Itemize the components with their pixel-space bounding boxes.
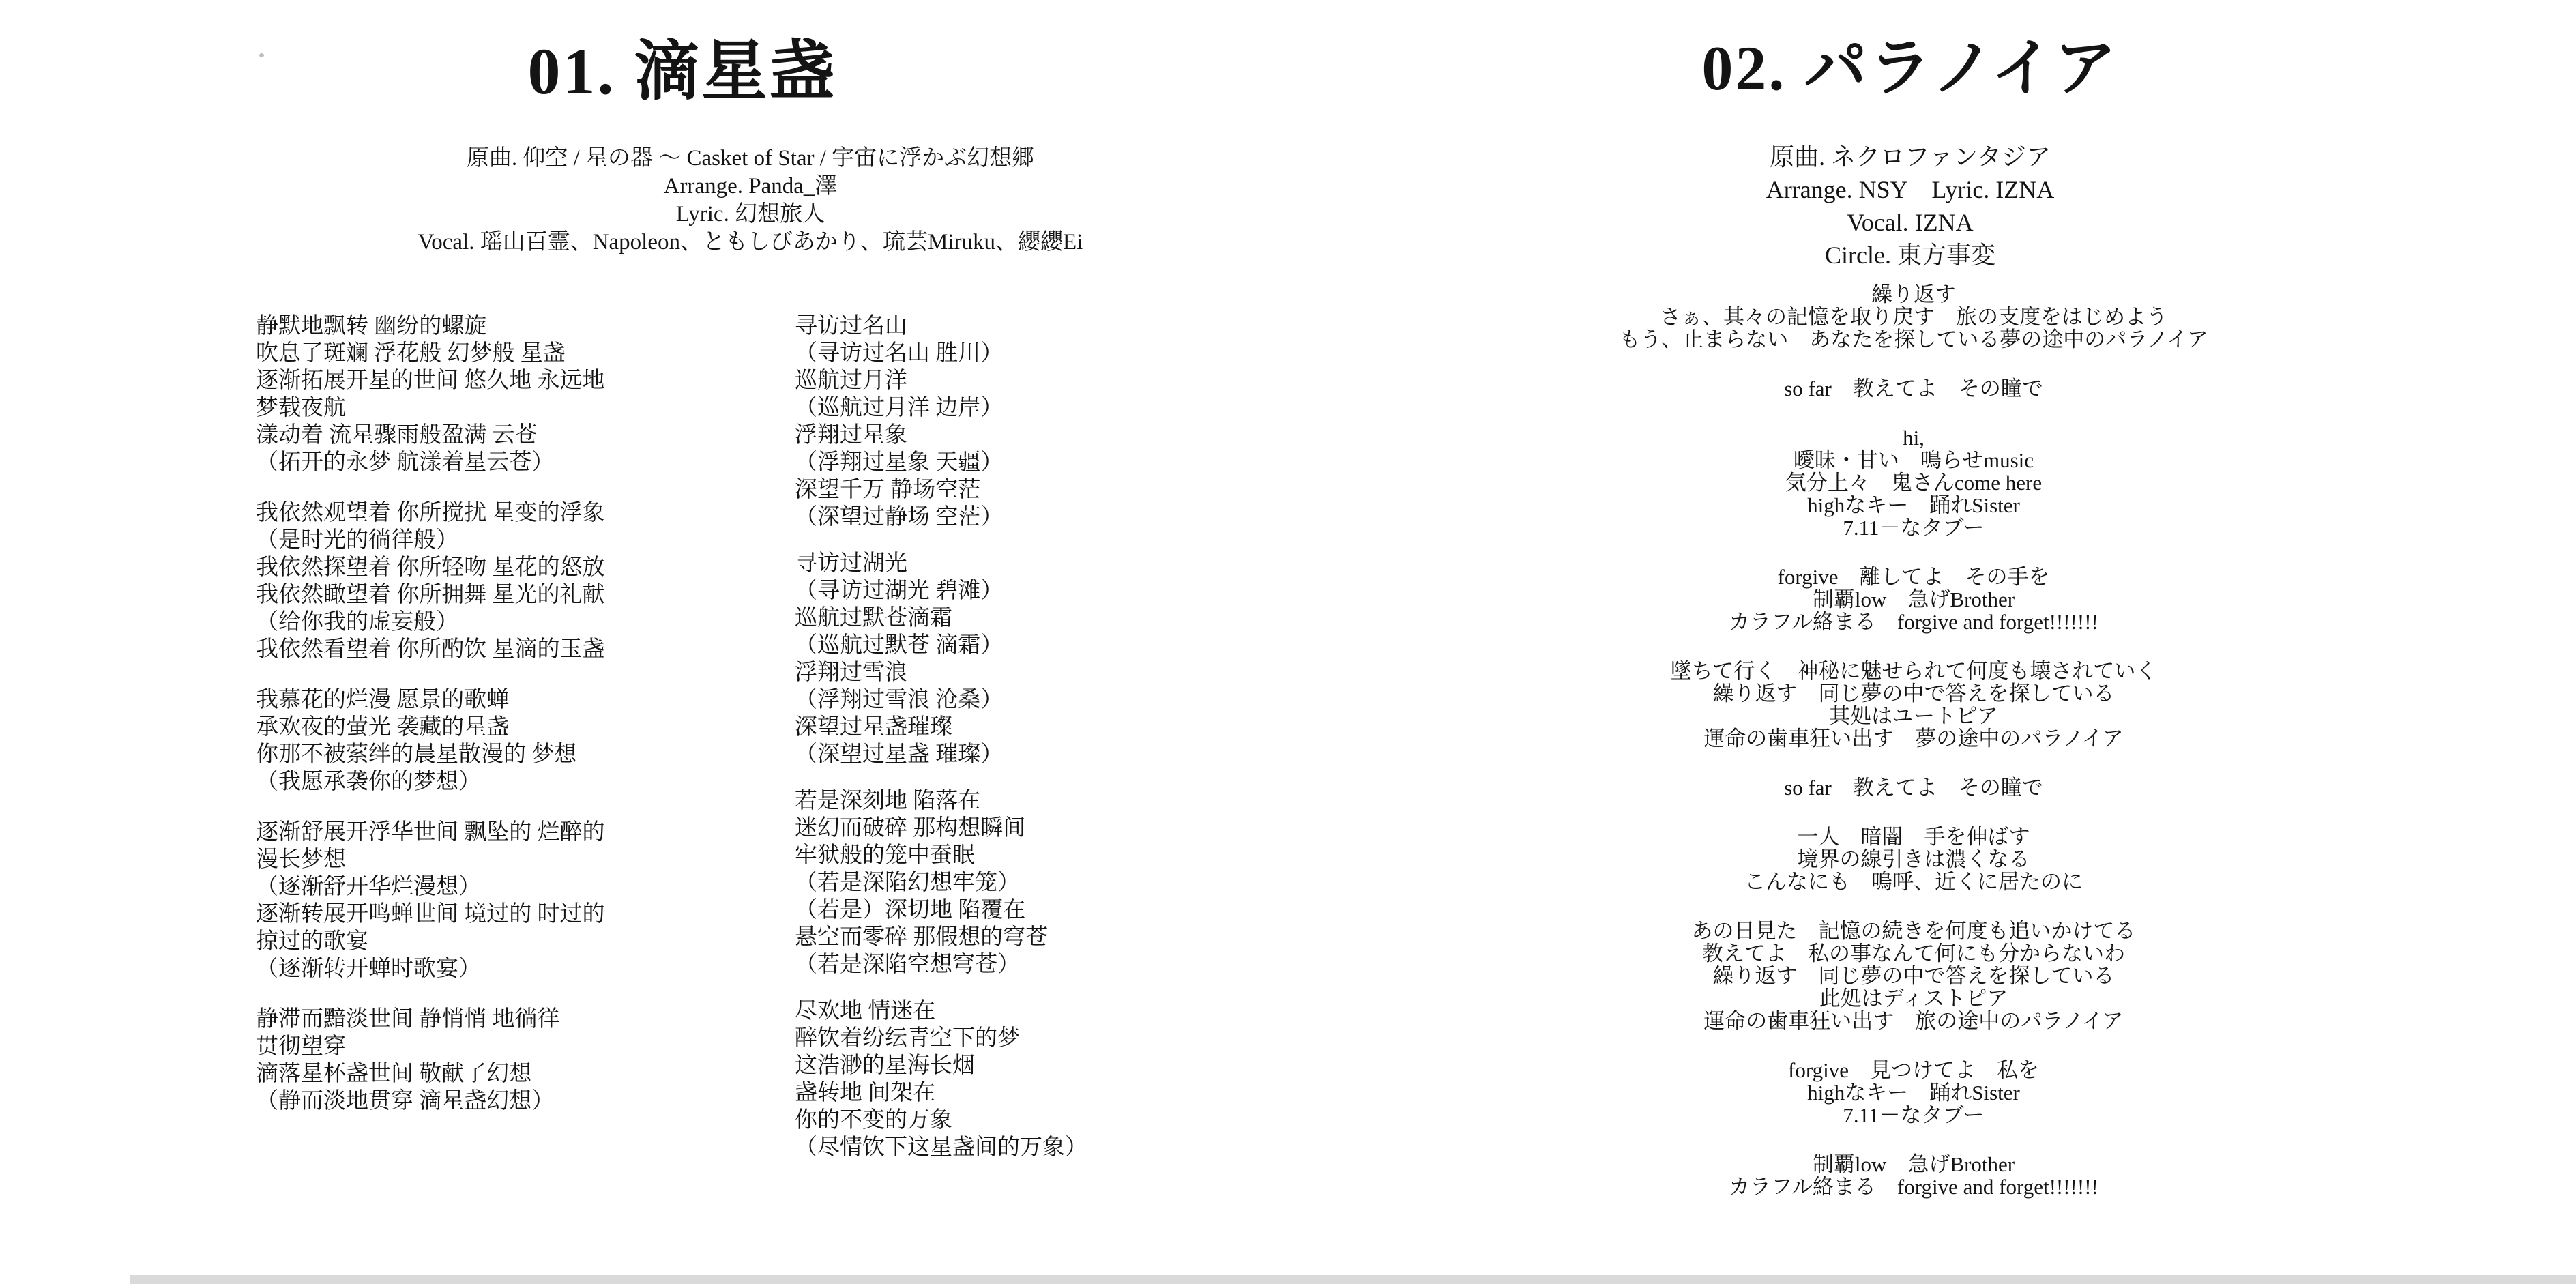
lyric-line: 繰り返す xyxy=(1871,282,1956,306)
lyric-line: （静而淡地贯穿 滴星盏幻想） xyxy=(256,1089,555,1113)
lyric-line: 这浩渺的星海长烟 xyxy=(795,1053,975,1078)
lyric-line: （寻访过湖光 碧滩） xyxy=(795,579,1004,603)
lyric-line: カラフル絡まる forgive and forget!!!!!!! xyxy=(1729,1175,2098,1199)
lyric-line: もう、止まらない あなたを探している夢の途中のパラノイア xyxy=(1619,327,2208,351)
stanza xyxy=(1419,1153,2408,1198)
lyric-line: 浮翔过星象 xyxy=(795,423,907,448)
lyric-line: 醉饮着纷纭青空下的梦 xyxy=(795,1026,1020,1051)
lyric-line: highなキー 踊れSister xyxy=(1807,493,2020,517)
lyric-line: 制覇low 急げBrother xyxy=(1812,1152,2015,1176)
lyric-line: こんなにも 嗚呼、近くに居たのに xyxy=(1744,870,2083,894)
lyric-line: （寻访过名山 胜川） xyxy=(795,341,1004,366)
stanza xyxy=(795,997,1087,1161)
credit-line: Circle. 東方事変 xyxy=(1825,242,1995,269)
stanza xyxy=(1419,283,2408,351)
stanza xyxy=(256,686,605,796)
lyric-line: 深望千万 静场空茫 xyxy=(795,478,981,502)
lyric-line: so far 教えてよ その瞳で xyxy=(1784,377,2043,400)
lyric-line: 尽欢地 情迷在 xyxy=(795,999,936,1023)
lyric-line: 我依然观望着 你所搅扰 星变的浮象 xyxy=(256,501,605,525)
song2-credits xyxy=(1433,141,2388,272)
lyric-line: 吹息了斑斓 浮花般 幻梦般 星盏 xyxy=(256,341,566,366)
lyric-line: 你那不被萦绊的晨星散漫的 梦想 xyxy=(256,742,577,767)
credit-line: 原曲. ネクロファンタジア xyxy=(1770,143,2051,171)
lyric-line: 逐渐拓展开星的世间 悠久地 永远地 xyxy=(256,368,605,393)
lyric-line: （深望过星盏 璀璨） xyxy=(795,742,1004,767)
stanza xyxy=(795,312,1087,531)
lyric-line: 我依然瞰望着 你所拥舞 星光的礼献 xyxy=(256,583,605,607)
song1-title: 01. 滴星盏 xyxy=(527,35,837,108)
credit-line: Arrange. NSY Lyric. IZNA xyxy=(1766,176,2055,203)
lyric-line: （巡航过月洋 边岸） xyxy=(795,396,1004,420)
lyric-line: highなキー 踊れSister xyxy=(1807,1081,2020,1105)
song2-lyrics xyxy=(1419,283,2408,1225)
lyric-line: あの日見た 記憶の続きを何度も追いかけてる xyxy=(1691,919,2136,943)
lyric-line: （巡航过默苍 滴霜） xyxy=(795,633,1004,658)
lyric-line: （是时光的徜徉般） xyxy=(256,528,458,553)
lyric-line: forgive 見つけてよ 私を xyxy=(1788,1058,2039,1082)
song1-credits xyxy=(171,145,1330,257)
lyric-line: 我依然探望着 你所轻吻 星花的怒放 xyxy=(256,555,605,580)
lyric-line: 盏转地 间架在 xyxy=(795,1081,936,1105)
lyric-line: 深望过星盏璀璨 xyxy=(795,715,952,740)
lyric-line: hi, xyxy=(1903,426,1924,450)
lyric-line: （深望过静场 空茫） xyxy=(795,505,1004,529)
lyric-line: 気分上々 鬼さんcome here xyxy=(1785,471,2043,495)
lyric-line: 承欢夜的萤光 袭藏的星盏 xyxy=(256,715,510,740)
lyric-line: （尽情饮下这星盏间的万象） xyxy=(795,1135,1087,1160)
lyric-line: 贯彻望穿 xyxy=(256,1034,346,1059)
scan-artifact-bottom-bar xyxy=(130,1275,2576,1284)
lyric-line: 漫长梦想 xyxy=(256,847,346,872)
lyric-line: さぁ、其々の記憶を取り戻す 旅の支度をはじめよう xyxy=(1660,305,2167,329)
stanza xyxy=(1419,660,2408,750)
lyric-line: （若是深陷幻想牢笼） xyxy=(795,871,1020,895)
lyric-line: （给你我的虚妄般） xyxy=(256,610,458,634)
lyric-line: 7.11－なタブー xyxy=(1843,516,1985,540)
lyric-line: 逐渐转展开鸣蝉世间 境过的 时过的 xyxy=(256,902,605,926)
lyric-line: 牢狱般的笼中蚕眠 xyxy=(795,843,975,868)
stanza xyxy=(795,550,1087,768)
lyric-line: （若是）深切地 陷覆在 xyxy=(795,898,1026,922)
lyric-line: 一人 暗闇 手を伸ばす xyxy=(1797,825,2030,849)
song2-title: 02. パラノイア xyxy=(1701,33,2119,103)
lyric-line: （浮翔过星象 天疆） xyxy=(795,450,1004,475)
lyric-line: 滴落星杯盏世间 敬献了幻想 xyxy=(256,1062,532,1086)
lyric-line: 境界の線引きは濃くなる xyxy=(1797,847,2030,871)
credit-line: Arrange. Panda_澤 xyxy=(663,174,838,199)
lyric-line: 運命の歯車狂い出す 旅の途中のパラノイア xyxy=(1703,1009,2124,1033)
stanza xyxy=(256,819,605,982)
lyric-line: 寻访过名山 xyxy=(795,314,907,338)
lyric-line: カラフル絡まる forgive and forget!!!!!!! xyxy=(1729,610,2098,634)
lyric-line: 掠过的歌宴 xyxy=(256,929,368,954)
lyric-line: forgive 離してよ その手を xyxy=(1777,565,2050,589)
lyric-line: 曖昧・甘い 鳴らせmusic xyxy=(1793,448,2034,472)
song1-lyrics-column-2 xyxy=(795,312,1087,1180)
stanza xyxy=(1419,920,2408,1032)
lyric-line: 此処はディストピア xyxy=(1819,987,2008,1010)
lyric-line: so far 教えてよ その瞳で xyxy=(1784,776,2043,800)
lyric-line: （拓开的永梦 航漾着星云苍） xyxy=(256,450,555,475)
scan-artifact-speck xyxy=(259,53,264,57)
lyric-line: （浮翔过雪浪 沧桑） xyxy=(795,688,1004,712)
lyric-line: 繰り返す 同じ夢の中で答えを探している xyxy=(1712,682,2115,705)
lyric-line: 静默地飘转 幽纷的螺旋 xyxy=(256,314,487,338)
lyric-line: 若是深刻地 陷落在 xyxy=(795,789,981,813)
lyric-line: 巡航过月洋 xyxy=(795,368,907,393)
lyric-line: 7.11－なタブー xyxy=(1843,1103,1985,1127)
lyric-line: （逐渐转开蝉时歌宴） xyxy=(256,957,481,981)
lyric-line: 教えてよ 私の事なんて何にも分からないわ xyxy=(1702,942,2125,965)
lyric-line: 寻访过湖光 xyxy=(795,551,907,576)
lyric-line: 浮翔过雪浪 xyxy=(795,660,907,685)
credit-line: Vocal. IZNA xyxy=(1847,209,1974,236)
stanza xyxy=(1419,426,2408,539)
stanza xyxy=(1419,1059,2408,1126)
lyric-line: 繰り返す 同じ夢の中で答えを探している xyxy=(1712,964,2115,988)
lyric-line: 其処はユートピア xyxy=(1829,704,1998,728)
lyric-line: 我依然看望着 你所酌饮 星滴的玉盏 xyxy=(256,637,605,662)
song1-lyrics-column-1 xyxy=(256,312,605,1138)
lyric-line: 漾动着 流星骤雨般盈满 云苍 xyxy=(256,423,538,448)
lyric-line: 迷幻而破碎 那构想瞬间 xyxy=(795,816,1026,841)
lyric-line: 静滞而黯淡世间 静悄悄 地徜徉 xyxy=(256,1007,560,1032)
lyric-line: 巡航过默苍滴霜 xyxy=(795,606,952,630)
credit-line: Vocal. 瑶山百霊、Napoleon、ともしびあかり、琉芸Miruku、纓纓Ei xyxy=(418,230,1083,254)
lyric-line: 你的不变的万象 xyxy=(795,1108,952,1133)
stanza xyxy=(1419,377,2408,400)
lyric-line: 制覇low 急げBrother xyxy=(1812,587,2015,611)
credit-line: Lyric. 幻想旅人 xyxy=(675,202,825,227)
lyric-line: 墜ちて行く 神秘に魅せられて何度も壊されていく xyxy=(1670,659,2157,683)
lyric-line: 運命の歯車狂い出す 夢の途中のパラノイア xyxy=(1703,727,2124,750)
stanza xyxy=(256,312,605,476)
stanza xyxy=(795,787,1087,978)
stanza xyxy=(1419,566,2408,633)
stanza xyxy=(1419,776,2408,799)
lyric-line: 逐渐舒展开浮华世间 飘坠的 烂醉的 xyxy=(256,820,605,845)
lyric-line: 梦载夜航 xyxy=(256,396,346,420)
stanza xyxy=(1419,826,2408,893)
lyric-line: （我愿承袭你的梦想） xyxy=(256,770,481,794)
stanza xyxy=(256,1006,605,1115)
lyric-line: 我慕花的烂漫 愿景的歌蝉 xyxy=(256,688,510,712)
lyric-line: 悬空而零碎 那假想的穹苍 xyxy=(795,925,1049,950)
credit-line: 原曲. 仰空 / 星の器 ～ Casket of Star / 宇宙に浮かぶ幻想郷 xyxy=(466,146,1035,171)
stanza xyxy=(256,499,605,663)
lyric-line: （逐渐舒开华烂漫想） xyxy=(256,875,481,899)
lyric-line: （若是深陷空想穹苍） xyxy=(795,952,1020,977)
